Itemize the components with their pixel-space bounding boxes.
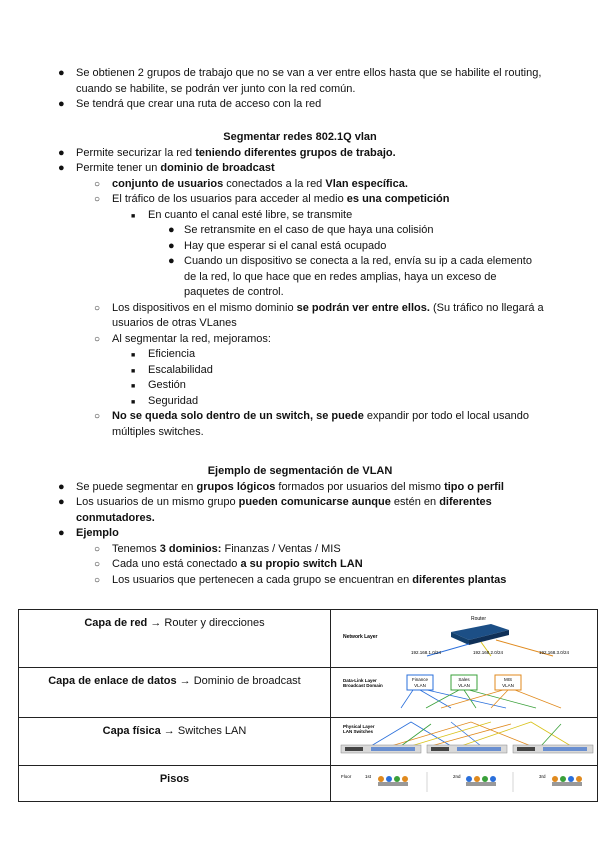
list-item: ○ Los usuarios que pertenecen a cada grupo se encuentran en diferentes plantas — [0, 573, 600, 589]
list-item: ■ Escalabilidad — [0, 363, 600, 379]
svg-text:MIS: MIS — [503, 677, 513, 682]
bullet-icon: ● — [58, 480, 65, 493]
svg-text:Floor: Floor — [341, 774, 352, 779]
table-row — [19, 668, 598, 718]
section-example — [0, 464, 600, 588]
physical-layer-figure — [331, 718, 598, 766]
circle-bullet-icon: ○ — [94, 574, 101, 586]
network-layer-label: Network Layer — [343, 634, 378, 640]
bullet-icon: ● — [168, 255, 175, 267]
square-bullet-icon: ■ — [131, 398, 136, 406]
circle-bullet-icon: ○ — [94, 411, 101, 422]
svg-text:VLAN: VLAN — [502, 683, 514, 688]
layer-label: Capa de enlace de datos → Dominio de broadcast — [19, 668, 331, 718]
net-label: 192.168.3.0/24 — [539, 650, 570, 655]
user-group-icon — [552, 776, 582, 786]
list-item: ● Permite tener un dominio de broadcast — [0, 161, 600, 177]
router-label: Router — [471, 616, 487, 622]
user-group-icon — [466, 776, 496, 786]
lan-switch-icon — [427, 745, 507, 753]
list-item: ○ Tenemos 3 dominios: Finanzas / Ventas / MIS — [0, 542, 600, 558]
bullet-icon: ● — [168, 224, 175, 236]
list-item: ○ Cada uno está conectado a su propio switch LAN — [0, 557, 600, 573]
square-bullet-icon: ■ — [131, 383, 136, 390]
svg-text:VLAN: VLAN — [414, 683, 426, 688]
list-item: ■ Seguridad — [0, 394, 600, 410]
svg-text:LAN Switches: LAN Switches — [343, 729, 374, 734]
list-item: ● Ejemplo — [0, 526, 600, 542]
user-group-icon — [378, 776, 408, 786]
svg-text:Sales: Sales — [458, 677, 470, 682]
list-item: ○ conjunto de usuarios conectados a la red Vlan específica. — [0, 177, 600, 193]
list-item: ■ Eficiencia — [0, 347, 600, 363]
svg-text:2nd: 2nd — [453, 774, 461, 779]
list-item: ● Cuando un dispositivo se conecta a la red, envía su ip a cada elemento de la red, lo que hace que en redes amplias, haya un exceso de paquetes de control. — [168, 255, 532, 298]
bullet-icon: ● — [58, 98, 65, 110]
svg-text:VLAN: VLAN — [458, 683, 470, 688]
section-vlan — [0, 130, 600, 440]
square-bullet-icon: ■ — [131, 352, 136, 359]
top-bullets — [0, 66, 600, 113]
list-item: ○ Los dispositivos en el mismo dominio se podrán ver entre ellos. (Su tráfico no llegará a usuarios de otras VLanes — [94, 301, 544, 329]
table-row — [19, 718, 598, 766]
circle-bullet-icon: ○ — [94, 302, 101, 314]
layers-table — [18, 609, 598, 802]
table-row — [19, 766, 598, 802]
list-item: ● Los usuarios de un mismo grupo pueden comunicarse aunque estén en diferentes conmutadores. — [58, 496, 492, 524]
square-bullet-icon: ■ — [131, 367, 136, 375]
list-item: ● Se puede segmentar en grupos lógicos formados por usuarios del mismo tipo o perfil — [0, 480, 600, 496]
lan-switch-icon — [341, 745, 421, 753]
list-item: ● Se obtienen 2 grupos de trabajo que no se van a ver entre ellos hasta que se habilite el routing, cuando se habilite, se podrán ver junto con la red común. — [58, 67, 542, 95]
circle-bullet-icon: ○ — [94, 178, 101, 190]
bullet-icon: ● — [168, 239, 175, 252]
list-item: ○ El tráfico de los usuarios para acceder al medio es una competición — [0, 192, 600, 208]
svg-text:Broadcast Domain: Broadcast Domain — [343, 683, 383, 688]
list-item: ● Se tendrá que crear una ruta de acceso con la red — [0, 97, 600, 113]
svg-text:3rd: 3rd — [539, 774, 546, 779]
bullet-icon: ● — [58, 162, 65, 174]
section-title: Ejemplo de segmentación de VLAN — [207, 465, 393, 477]
svg-text:Physical Layer: Physical Layer — [343, 724, 375, 729]
layer-label: Pisos — [19, 766, 331, 802]
list-item: ■ En cuanto el canal esté libre, se transmite — [0, 208, 600, 224]
circle-bullet-icon: ○ — [94, 559, 101, 570]
circle-bullet-icon: ○ — [94, 194, 101, 205]
bullet-icon: ● — [58, 67, 65, 79]
svg-text:Data-Link Layer: Data-Link Layer — [343, 678, 377, 683]
floors-figure — [331, 766, 598, 802]
list-item: ● Se retransmite en el caso de que haya una colisión — [0, 223, 600, 239]
list-item: ○ No se queda solo dentro de un switch, se puede expandir por todo el local usando múltiples switches. — [94, 410, 529, 438]
network-layer-figure — [331, 610, 598, 668]
lan-switch-icon — [513, 745, 593, 753]
bullet-icon: ● — [58, 496, 65, 508]
bullet-icon: ● — [58, 146, 65, 159]
net-label: 192.168.1.0/24 — [411, 650, 442, 655]
square-bullet-icon: ■ — [131, 212, 136, 220]
layer-label: Capa física → Switches LAN — [19, 718, 331, 766]
layer-label: Capa de red → Router y direcciones — [19, 610, 331, 668]
svg-text:Finance: Finance — [411, 677, 429, 682]
section-title: Segmentar redes 802.1Q vlan — [223, 131, 377, 143]
bullet-icon: ● — [58, 527, 65, 539]
list-item: ● Hay que esperar si el canal está ocupado — [0, 239, 600, 255]
circle-bullet-icon: ○ — [94, 543, 101, 555]
list-item: ■ Gestión — [0, 378, 600, 394]
svg-text:1st: 1st — [365, 774, 372, 779]
list-item: ● Permite securizar la red teniendo diferentes grupos de trabajo. — [0, 146, 600, 162]
circle-bullet-icon: ○ — [94, 333, 101, 345]
list-item: ○ Al segmentar la red, mejoramos: — [0, 332, 600, 348]
table-row — [19, 610, 598, 668]
net-label: 192.168.2.0/24 — [473, 650, 504, 655]
datalink-layer-figure — [331, 668, 598, 718]
